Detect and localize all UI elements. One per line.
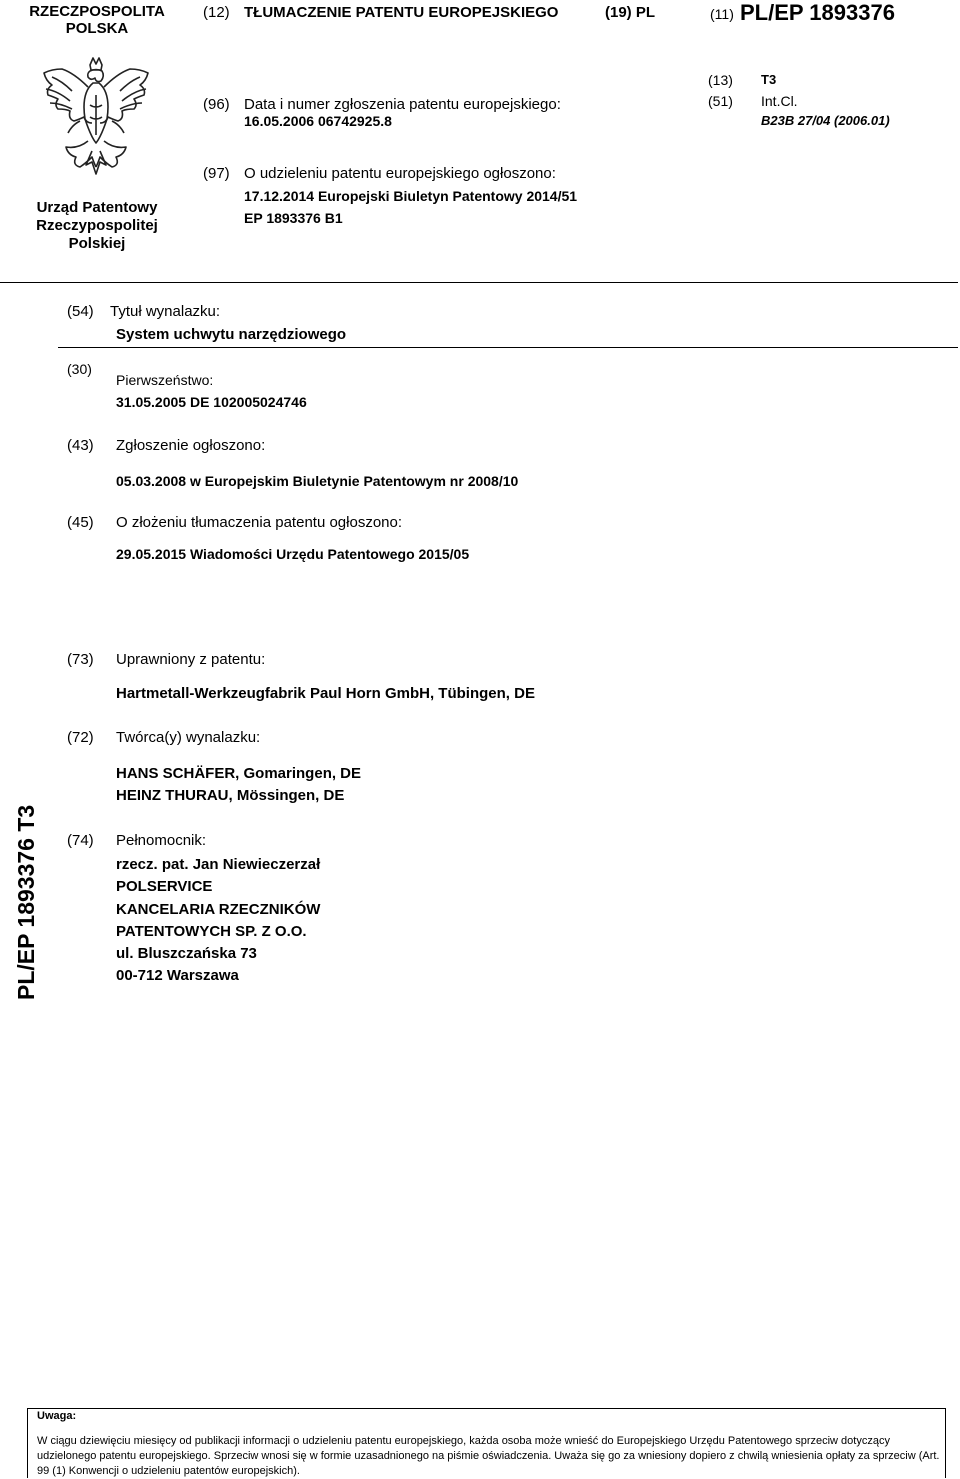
code-97: (97) [203,165,230,182]
notice-heading: Uwaga: [37,1410,77,1422]
code-30: (30) [67,361,92,377]
inventors-label: Twórca(y) wynalazku: [116,729,261,746]
attorney-line: rzecz. pat. Jan Niewieczerzał [116,856,321,873]
grant-ep-number: EP 1893376 B1 [244,210,343,226]
proprietor-value: Hartmetall-Werkzeugfabrik Paul Horn GmbH, Tübingen, DE [116,685,535,702]
attorney-label: Pełnomocnik: [116,832,207,849]
attorney-line: PATENTOWYCH SP. Z O.O. [116,922,307,940]
side-patent-label: PL/EP 1893376 T3 [13,804,39,1000]
filing-value: 16.05.2006 06742925.8 [244,113,392,129]
notice-left-border [27,1408,28,1478]
patent-number: PL/EP 1893376 [740,0,895,25]
filing-label: Data i numer zgłoszenia patentu europejskiego: [244,96,561,113]
translation-pub-value: 29.05.2015 Wiadomości Urzędu Patentowego 2015/05 [116,546,470,562]
document-type: TŁUMACZENIE PATENTU EUROPEJSKIEGO [244,4,559,21]
kind-code: T3 [761,72,777,87]
attorney-line: ul. Bluszczańska 73 [116,945,257,963]
invention-title: System uchwytu narzędziowego [116,326,347,343]
code-73: (73) [67,651,94,668]
code-43: (43) [67,437,94,454]
code-19: (19) PL [605,4,656,21]
inventor-1: HANS SCHÄFER, Gomaringen, DE [116,765,362,782]
proprietor-label: Uprawniony z patentu: [116,651,266,668]
code-96: (96) [203,96,230,113]
code-45: (45) [67,514,94,531]
attorney-line: 00-712 Warszawa [116,967,239,985]
title-label: Tytuł wynalazku: [110,303,221,320]
title-divider [58,347,958,348]
translation-pub-label: O złożeniu tłumaczenia patentu ogłoszono: [116,514,403,531]
attorney-line: KANCELARIA RZECZNIKÓW [116,900,321,918]
grant-date: 17.12.2014 Europejski Biuletyn Patentowy 2014/51 [244,188,578,204]
intcl-label: Int.Cl. [761,93,798,109]
code-12: (12) [203,4,230,21]
code-13: (13) [708,72,733,88]
white-eagle-emblem-icon [38,55,154,183]
priority-label: Pierwszeństwo: [116,372,214,388]
application-pub-value: 05.03.2008 w Europejskim Biuletynie Patentowym nr 2008/10 [116,473,519,489]
grant-label: O udzieleniu patentu europejskiego ogłoszono: [244,165,556,182]
header-divider [0,282,958,283]
application-pub-label: Zgłoszenie ogłoszono: [116,437,266,454]
attorney-line: POLSERVICE [116,878,213,896]
attorney-address [116,854,320,988]
code-72: (72) [67,729,94,746]
intcl-value: B23B 27/04 (2006.01) [761,113,890,128]
notice-top-border [27,1408,945,1409]
inventor-2: HEINZ THURAU, Mössingen, DE [116,787,345,804]
code-11: (11) [710,6,734,22]
notice-right-border [945,1408,946,1478]
code-54: (54) [67,303,94,320]
code-51: (51) [708,93,733,109]
code-74: (74) [67,832,94,849]
office-name: Urząd Patentowy Rzeczypospolitej Polskiej [36,199,158,252]
priority-value: 31.05.2005 DE 102005024746 [116,394,307,410]
country-name: RZECZPOSPOLITA POLSKA [29,3,165,37]
notice-text: W ciągu dziewięciu miesięcy od publikacji informacji o udzieleniu patentu europejskiego, każda osoba może wnieść do Europejskiego Urzędu Patentowego sprzeciw dotyczący udzielonego patentu europejskiego. Sprzeciw wnosi się w formie uzasadnionego na piśmie oświadczenia. Uważa się go za wniesiony dopiero z chwilą wniesienia opłaty za sprzeciw (Art. 99 (1) Konwencji o udzieleniu patentów europejskich). [37,1435,940,1477]
